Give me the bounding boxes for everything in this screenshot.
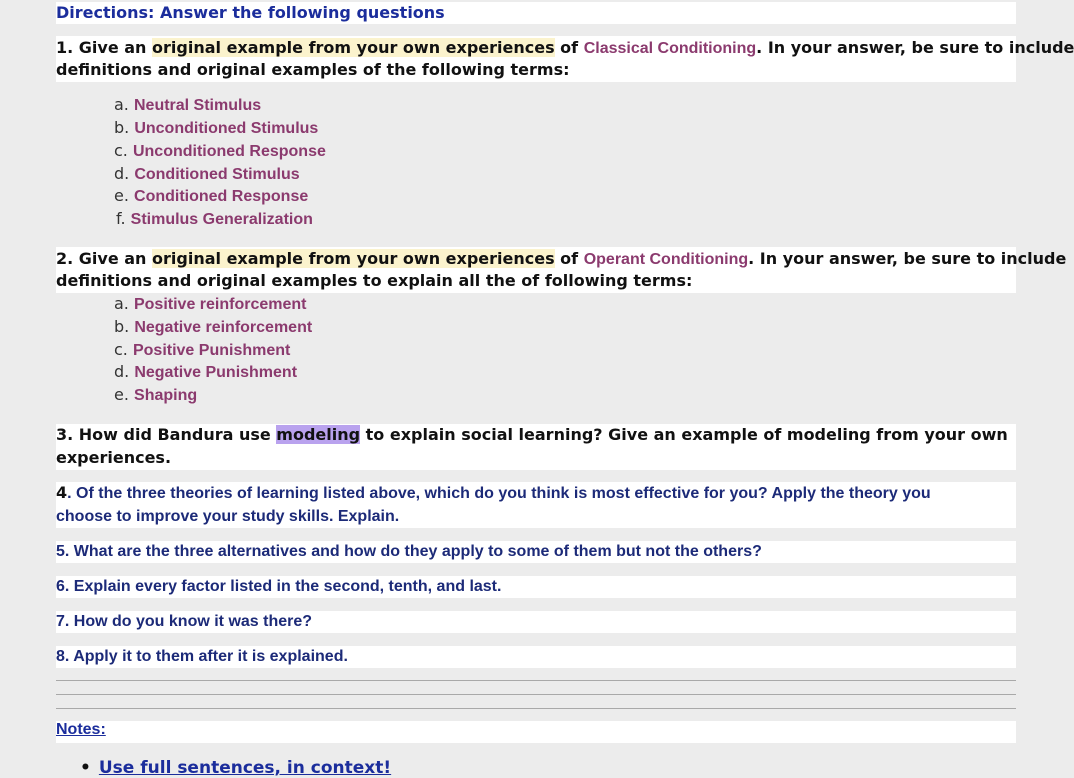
q2-item-c <box>114 339 290 362</box>
q1-item-letter: d. <box>114 164 135 183</box>
q3-highlight: modeling <box>276 425 361 444</box>
q1-item-letter: a. <box>114 95 134 114</box>
q3-line2: experiences. <box>56 448 172 467</box>
q1-mid: of <box>554 38 584 57</box>
q1-item-term: Unconditioned Response <box>132 143 326 160</box>
q2-mid: of <box>554 249 584 268</box>
q2-item-term: Shaping <box>134 387 198 404</box>
q1-item-letter: b. <box>114 118 135 137</box>
q4-number: 4 <box>56 483 68 502</box>
q5-text: 5. What are the three alternatives and how do they apply to some of them but not the others? <box>56 543 762 560</box>
notes-bullet-item <box>80 758 391 778</box>
q1-prefix: 1. Give an <box>56 38 153 57</box>
q2-item-letter: a. <box>114 294 134 313</box>
q1-item-a <box>114 94 261 117</box>
question-7 <box>56 610 312 633</box>
q2-item-letter: e. <box>114 385 135 404</box>
divider-line <box>56 680 1016 681</box>
q2-item-letter: c. <box>114 340 133 359</box>
q1-item-b <box>114 117 318 140</box>
question-8 <box>56 645 348 668</box>
question-1-line-1 <box>56 37 1074 60</box>
q1-item-term: Stimulus Generalization <box>130 211 313 228</box>
directions-heading <box>56 2 445 24</box>
q1-item-d <box>114 163 300 186</box>
question-4-line-1 <box>56 482 931 505</box>
q2-item-term: Positive Punishment <box>132 342 291 359</box>
q2-item-letter: d. <box>114 362 135 381</box>
notes-heading: Notes: <box>56 721 106 738</box>
q4-line1: . Of the three theories of learning listed above, which do you think is most effective for you? Apply the theory you <box>67 485 931 502</box>
q2-item-b <box>114 316 312 339</box>
q1-item-c <box>114 140 326 163</box>
q1-item-term: Neutral Stimulus <box>133 97 262 114</box>
divider-line <box>56 708 1016 709</box>
question-2-line-2 <box>56 270 692 292</box>
q1-item-term: Unconditioned Stimulus <box>134 120 319 137</box>
q1-highlight: original example from your own experiences <box>152 38 555 57</box>
q3-prefix: 3. How did Bandura use <box>56 425 277 444</box>
question-4-line-2 <box>56 505 399 528</box>
q1-item-f <box>116 208 313 231</box>
q2-item-term: Negative reinforcement <box>134 319 313 336</box>
q2-prefix: 2. Give an <box>56 249 153 268</box>
question-3-line-1 <box>56 424 1008 446</box>
q2-suffix: . In your answer, be sure to include <box>748 249 1067 268</box>
question-3-line-2 <box>56 447 171 469</box>
notes-bullet-text: Use full sentences, in context! <box>98 758 392 778</box>
q1-suffix: . In your answer, be sure to include <box>756 38 1074 57</box>
question-1-line-2 <box>56 59 570 81</box>
q7-text: 7. How do you know it was there? <box>56 613 313 630</box>
notes-strip <box>56 721 1016 743</box>
q1-item-term: Conditioned Stimulus <box>134 166 300 183</box>
question-2-line-1 <box>56 248 1066 271</box>
q1-line2: definitions and original examples of the following terms: <box>56 60 570 79</box>
q6-text: 6. Explain every factor listed in the second, tenth, and last. <box>56 578 502 595</box>
directions-text: Directions: Answer the following questions <box>56 3 445 22</box>
q2-item-term: Negative Punishment <box>134 364 298 381</box>
q2-highlight: original example from your own experiences <box>152 249 555 268</box>
q2-item-letter: b. <box>114 317 135 336</box>
q1-item-e <box>114 185 308 208</box>
q1-item-letter: f. <box>116 209 131 228</box>
q1-item-letter: e. <box>114 186 135 205</box>
divider-line <box>56 694 1016 695</box>
q2-item-term: Positive reinforcement <box>133 296 307 313</box>
question-5 <box>56 540 762 563</box>
bullet-icon: • <box>80 758 91 778</box>
q2-item-a <box>114 293 306 316</box>
q1-item-term: Conditioned Response <box>134 188 309 205</box>
q1-item-letter: c. <box>114 141 133 160</box>
q2-line2: definitions and original examples to explain all the of following terms: <box>56 271 693 290</box>
q2-item-d <box>114 361 297 384</box>
q3-suffix: to explain social learning? Give an example of modeling from your own <box>360 425 1008 444</box>
question-6 <box>56 575 501 598</box>
q2-topic: Operant Conditioning <box>583 251 749 268</box>
q8-text: 8. Apply it to them after it is explained. <box>56 648 348 665</box>
q4-line2: choose to improve your study skills. Explain. <box>56 508 400 525</box>
q1-topic: Classical Conditioning <box>583 40 757 57</box>
q2-item-e <box>114 384 197 407</box>
